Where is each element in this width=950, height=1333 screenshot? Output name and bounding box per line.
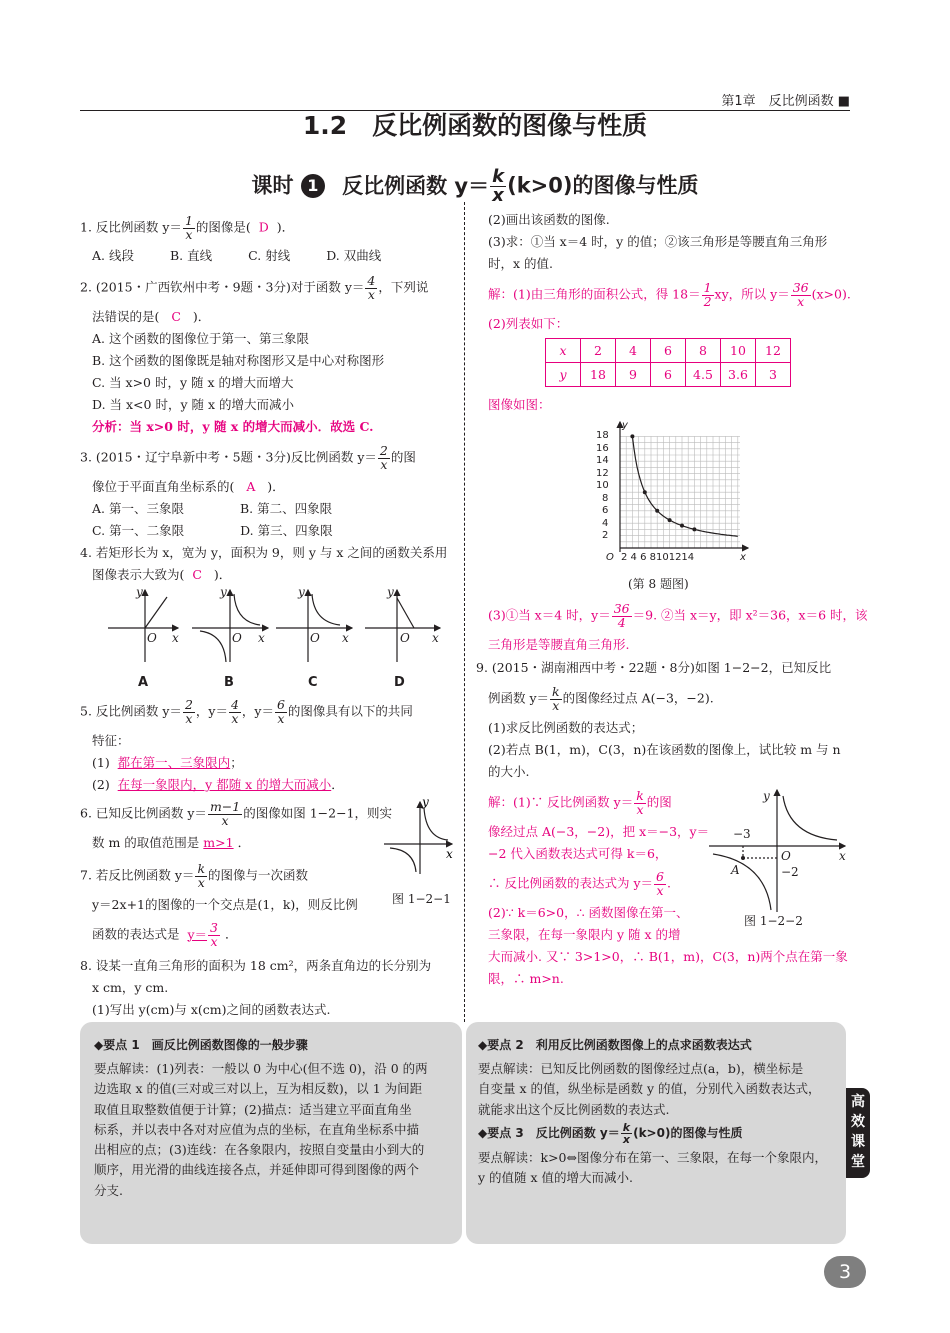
subtitle-fraction: $\frac{k}{x}$: [492, 166, 505, 206]
key-point-box-left: [80, 1022, 462, 1244]
origin-a: O: [147, 631, 157, 645]
key-point-3-heading: ◆要点 3 反比例函数 y＝ $\frac{k}{x}$ (k>0)的图像与性质: [478, 1121, 743, 1146]
table-cell: y: [546, 363, 581, 387]
x-ticks: 2 4 6 8101214: [621, 552, 695, 563]
table-cell: 8: [686, 339, 721, 363]
lesson-text: 反比例函数 y＝: [342, 173, 490, 198]
q3-line2: 像位于平面直角坐标系的( A )．: [92, 479, 285, 494]
key-point-1-heading: ◆要点 1 画反比例函数图像的一般步骤: [94, 1038, 308, 1052]
graph-axis-x: x: [740, 552, 746, 563]
q5-line2: 特征：: [92, 733, 130, 748]
q9-sol-2: 像经过点 A(−3，−2)，把 x＝−3，y＝: [488, 824, 710, 839]
side-tab-label: 高效课堂: [851, 1094, 865, 1170]
q1-answer: D: [258, 219, 269, 235]
section-title: 1.2 反比例函数的图像与性质: [302, 111, 648, 140]
q9-sol-6: 三象限，在每一象限内 y 随 x 的增: [488, 927, 681, 942]
q4-stem: 4. 若矩形长为 x，宽为 y，面积为 9，则 y 与 x 之间的函数关系用: [80, 545, 448, 560]
fig121-axis-x: x: [446, 847, 453, 861]
y-tick: 16: [596, 443, 609, 454]
q9-sol-3: −2 代入函数表达式可得 k＝6，: [488, 846, 668, 861]
table-cell: x: [546, 339, 581, 363]
q9-sol-8: 限，∴ m>n.: [488, 971, 564, 986]
q8-graph-label: 图像如图：: [488, 397, 551, 412]
q2-stem: 2. (2015・广西钦州中考・9题・3分)对于函数 y＝ $\frac{4}{x}$ ，下列说: [80, 273, 429, 302]
q8-function-graph: [590, 418, 760, 568]
key-point-2-heading: ◆要点 2 利用反比例函数图像上的点求函数表达式: [478, 1038, 752, 1052]
q8-value-table: [545, 338, 791, 387]
q2-option-d: D. 当 x<0 时，y 随 x 的增大而减小: [92, 397, 294, 412]
q8-solution-3: (3)①当 x＝4 时，y＝ $\frac{36}{4}$ ＝9. ②当 x＝y，即 x²＝36，x＝6 时，该: [488, 601, 868, 630]
axis-x-d: x: [432, 631, 439, 645]
q9-part2-cont: 的大小.: [488, 764, 530, 779]
q5-answer-1: (1) 都在第一、三象限内；: [92, 755, 243, 770]
table-row-y: [546, 363, 791, 387]
q6-stem: 6. 已知反比例函数 y＝ $\frac{m-1}{x}$ 的图像如图 1−2−1，则实: [80, 799, 392, 828]
graph-label-c: C: [308, 675, 318, 690]
q4-answer: C: [192, 567, 202, 582]
q9-sol-7: 大而减小. 又∵ 3>1>0，∴ B(1，m)，C(3，n)两个点在第一象: [488, 949, 848, 964]
q5-answer-2: (2) 在每一象限内，y 都随 x 的增大而减小．: [92, 777, 344, 792]
y-tick: 18: [596, 430, 609, 441]
graph-point: [668, 518, 672, 522]
fig122-origin: O: [781, 849, 791, 863]
axis-x-c: x: [342, 631, 349, 645]
q3-stem: 3. (2015・辽宁阜新中考・5题・3分)反比例函数 y＝ $\frac{2}{x}$ 的图: [80, 443, 416, 472]
graph-point: [692, 527, 696, 531]
graph-point: [655, 509, 659, 513]
q6-line2: 数 m 的取值范围是 m>1 ．: [92, 835, 251, 850]
table-cell: 6: [651, 363, 686, 387]
q3-answer: A: [246, 479, 256, 494]
table-cell: 3: [756, 363, 791, 387]
y-tick: 14: [596, 455, 609, 466]
lesson-subtitle: [0, 168, 950, 205]
q7-stem: 7. 若反比例函数 y＝ $\frac{k}{x}$ 的图像与一次函数: [80, 861, 309, 890]
origin-b: O: [232, 631, 242, 645]
q7-line2: y＝2x+1的图像的一个交点是(1，k)，则反比例: [92, 897, 358, 912]
chapter-label: 第1章 反比例函数 ■: [721, 94, 850, 109]
q2-option-a: A. 这个函数的图像位于第一、第三象限: [92, 331, 309, 346]
y-tick: 2: [602, 530, 609, 541]
fig122-y-label: −2: [781, 865, 799, 879]
figure-1-2-2: [705, 786, 850, 916]
q3-options-2: C. 第一、二象限 D. 第三、四象限: [92, 523, 333, 538]
q8-solution-3-cont: 三角形是等腰直角三角形.: [488, 637, 630, 652]
q2-option-c: C. 当 x>0 时，y 随 x 的增大而增大: [92, 375, 294, 390]
q8-part3-cont: 时，x 的值.: [488, 256, 553, 271]
table-cell: 3.6: [721, 363, 756, 387]
column-divider: [464, 202, 465, 1022]
table-cell: 12: [756, 339, 791, 363]
axis-y-b: y: [220, 585, 227, 599]
q2-option-b: B. 这个函数的图像既是轴对称图形又是中心对称图形: [92, 353, 385, 368]
table-cell: 10: [721, 339, 756, 363]
fig121-axis-y: y: [422, 796, 429, 809]
q9-stem: 9. (2015・湖南湘西中考・22题・8分)如图 1−2−2，已知反比: [476, 660, 832, 675]
q8-graph-caption: (第 8 题图): [628, 577, 689, 591]
q8-line2: x cm，y cm.: [92, 980, 169, 995]
q5-blank-1: 都在第一、三象限内: [117, 755, 231, 770]
q9-sol-4: ∴ 反比例函数的表达式为 y＝ $\frac{6}{x}$ .: [488, 869, 671, 898]
axis-y-c: y: [298, 585, 305, 599]
figure-1-2-1: [380, 796, 460, 876]
origin-d: O: [400, 631, 410, 645]
axis-x-a: x: [172, 631, 179, 645]
page-number: 3: [824, 1256, 866, 1288]
key-point-box-right: [466, 1022, 846, 1244]
graph-axis-y: y: [622, 420, 628, 431]
graph-label-a: A: [138, 675, 149, 690]
q9-line2: 例函数 y＝ $\frac{k}{x}$ 的图像经过点 A(−3，−2).: [488, 684, 714, 713]
lesson-number-badge: 1: [301, 174, 325, 198]
table-row-x: [546, 339, 791, 363]
graph-label-d: D: [394, 675, 405, 690]
axis-y-a: y: [136, 585, 143, 599]
table-cell: 2: [581, 339, 616, 363]
key-point-2-body: 要点解读：已知反比例函数的图像经过点(a，b)，横坐标是 自变量 x 的值，纵坐标是函数 y 的值，分别代入函数表达式， 就能求出这个反比例函数的表达式.: [478, 1061, 821, 1117]
q8-solution-1: 解：(1)由三角形的面积公式，得 18＝ $\frac{1}{2}$ xy，所以 y＝ $\frac{36}{x}$ (x>0).: [488, 280, 851, 309]
q1-stem: 1. 反比例函数 y＝ $\frac{1}{x}$ 的图像是( D )．: [80, 213, 295, 242]
y-tick: 8: [602, 493, 609, 504]
q9-sol-5: (2)∵ k＝6>0，∴ 函数图像在第一、: [488, 905, 689, 920]
q8-line3: (1)写出 y(cm)与 x(cm)之间的函数表达式.: [92, 1002, 331, 1017]
table-cell: 9: [616, 363, 651, 387]
q4-line2: 图像表示大致为( C )．: [92, 567, 232, 582]
y-tick: 4: [602, 518, 609, 529]
y-tick: 10: [596, 480, 609, 491]
q9-part2: (2)若点 B(1，m)，C(3，n)在该函数的图像上，试比较 m 与 n: [488, 742, 841, 757]
key-point-3-body: 要点解读：k>0⇔图像分布在第一、三象限，在每一个象限内， y 的值随 x 值的增大而减小.: [478, 1150, 827, 1186]
q8-part2: (2)画出该函数的图像.: [488, 212, 610, 227]
side-tab: [846, 1088, 870, 1178]
table-cell: 4.5: [686, 363, 721, 387]
fig122-axis-x: x: [839, 849, 846, 863]
figure-1-2-1-caption: 图 1−2−1: [392, 892, 451, 906]
q2-analysis: 分析：当 x>0 时，y 随 x 的增大而减小．故选 C.: [92, 419, 374, 434]
lesson-text-tail: (k>0)的图像与性质: [507, 173, 699, 198]
q8-stem: 8. 设某一直角三角形的面积为 18 cm²，两条直角边的长分别为: [80, 958, 432, 973]
lesson-prefix: 课时: [251, 173, 294, 198]
q5-stem: 5. 反比例函数 y＝ $\frac{2}{x}$ ，y＝ $\frac{4}{x}$ ，y＝ $\frac{6}{x}$ 的图像具有以下的共同: [80, 697, 413, 726]
q8-part3: (3)求：①当 x＝4 时，y 的值；②该三角形是等腰直角三角形: [488, 234, 828, 249]
fig122-point-a: A: [731, 863, 740, 877]
q4-option-graphs: [100, 582, 460, 692]
axis-x-b: x: [258, 631, 265, 645]
q2-answer: C: [171, 309, 181, 324]
q8-solution-2: (2)列表如下：: [488, 316, 569, 331]
q7-answer: y＝ $\frac{3}{x}$: [187, 920, 218, 949]
q2-line2: 法错误的是( C )．: [92, 309, 211, 324]
origin-c: O: [310, 631, 320, 645]
table-cell: 6: [651, 339, 686, 363]
q7-line3: 函数的表达式是 y＝ $\frac{3}{x}$ ．: [92, 920, 238, 949]
fig122-x-label: −3: [733, 827, 751, 841]
q6-answer: m>1: [203, 835, 234, 850]
graph-point: [680, 524, 684, 528]
graph-origin: O: [606, 552, 614, 563]
y-tick: 12: [596, 468, 609, 479]
table-cell: 4: [616, 339, 651, 363]
y-tick: 6: [602, 505, 609, 516]
q9-part1: (1)求反比例函数的表达式；: [488, 720, 644, 735]
figure-1-2-2-caption: 图 1−2−2: [744, 914, 803, 928]
axis-y-d: y: [387, 585, 394, 599]
q1-options: A. 线段 B. 直线 C. 射线 D. 双曲线: [92, 248, 382, 263]
q5-blank-2: 在每一象限内，y 都随 x 的增大而减小: [117, 777, 332, 792]
q9-sol-1: 解：(1)∵ 反比例函数 y＝ $\frac{k}{x}$ 的图: [488, 788, 672, 817]
graph-label-b: B: [224, 675, 234, 690]
key-point-1-body: 要点解读：(1)列表：一般以 0 为中心(但不选 0)，沿 0 的两 边选取 x 的值(三对或三对以上，互为相反数)，以 1 为间距 取值且取整数值便于计算；(2)描点：适当建立平面直角坐 标系，并以表中各对对应值为点的坐标，在直角坐标系中描 出相应的点；(3)连线：在各象限内，按照自变量由小到大的 顺序，用光滑的曲线连接各点，并延伸即可得到图像的两个 分支.: [94, 1061, 428, 1198]
fig122-axis-y: y: [763, 789, 770, 803]
table-cell: 18: [581, 363, 616, 387]
graph-point: [630, 434, 634, 438]
graph-point: [643, 490, 647, 494]
q3-options-1: A. 第一、三象限 B. 第二、四象限: [92, 501, 333, 516]
